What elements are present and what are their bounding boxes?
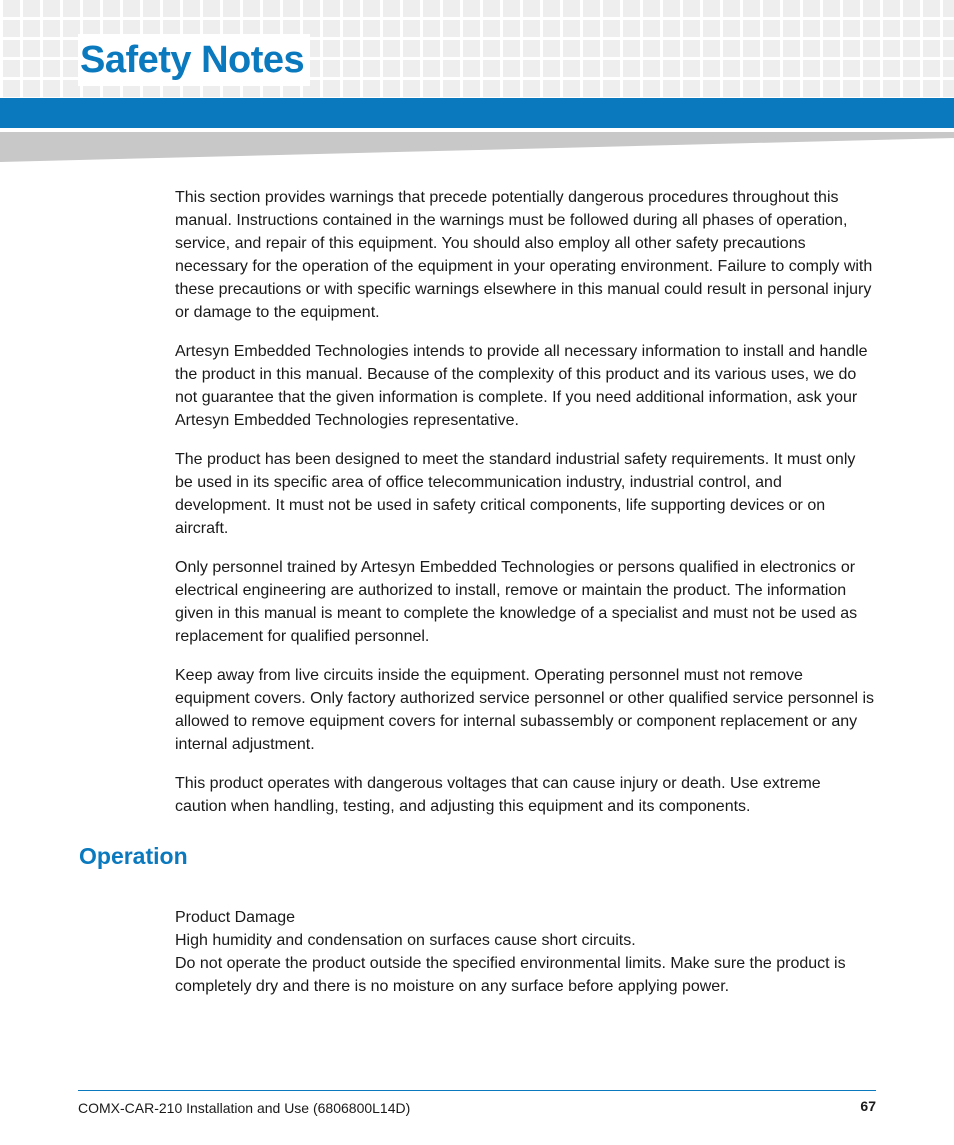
paragraph-live-circuits: Keep away from live circuits inside the equipment. Operating personnel must not remove equipment covers. Only factory authorized service personnel or other qualified service personnel is allowed to remove equipment covers for internal subassembly or component replacement or any internal adjustment. [175, 667, 875, 753]
header-blue-bar [0, 98, 954, 128]
paragraph-information: Artesyn Embedded Technologies intends to provide all necessary information to install and handle the product in this manual. Because of the complexity of this product and its various uses, we do not guarantee that the given information is complete. If you need additional information, ask your Artesyn Embedded Technologies representative. [175, 343, 868, 429]
section-heading-operation: Operation [79, 843, 188, 869]
header-gray-swoosh [0, 128, 954, 164]
notice-title: Product Damage [175, 909, 296, 926]
notice-product-damage [175, 906, 875, 998]
page-title: Safety Notes [78, 34, 310, 86]
footer-rule [78, 1090, 876, 1091]
paragraph-warnings: This section provides warnings that precede potentially dangerous procedures throughout this manual. Instructions contained in the warnings must be followed during all phases of operation, service, and repair of this equipment. You should also employ all other safety precautions necessary for the operation of the equipment in your operating environment. Failure to comply with these precautions or with specific warnings elsewhere in this manual could result in personal injury or damage to the equipment. [175, 189, 873, 321]
paragraph-voltages: This product operates with dangerous voltages that can cause injury or death. Use extreme caution when handling, testing, and adjusting this equipment and its components. [175, 775, 821, 815]
notice-line-1: High humidity and condensation on surfaces cause short circuits. [175, 932, 636, 949]
body-content [175, 186, 875, 834]
notice-line-2: Do not operate the product outside the specified environmental limits. Make sure the product is completely dry and there is no moisture on any surface before applying power. [175, 955, 846, 995]
footer-document-title: COMX-CAR-210 Installation and Use (6806800L14D) [78, 1100, 411, 1116]
paragraph-personnel: Only personnel trained by Artesyn Embedded Technologies or persons qualified in electronics or electrical engineering are authorized to install, remove or maintain the product. The information given in this manual is meant to complete the knowledge of a specialist and must not be used as replacement for qualified personnel. [175, 559, 858, 645]
paragraph-standards: The product has been designed to meet the standard industrial safety requirements. It must only be used in its specific area of office telecommunication industry, industrial control, and development. It must not be used in safety critical components, life supporting devices or on aircraft. [175, 451, 856, 537]
footer-page-number: 67 [860, 1098, 876, 1114]
